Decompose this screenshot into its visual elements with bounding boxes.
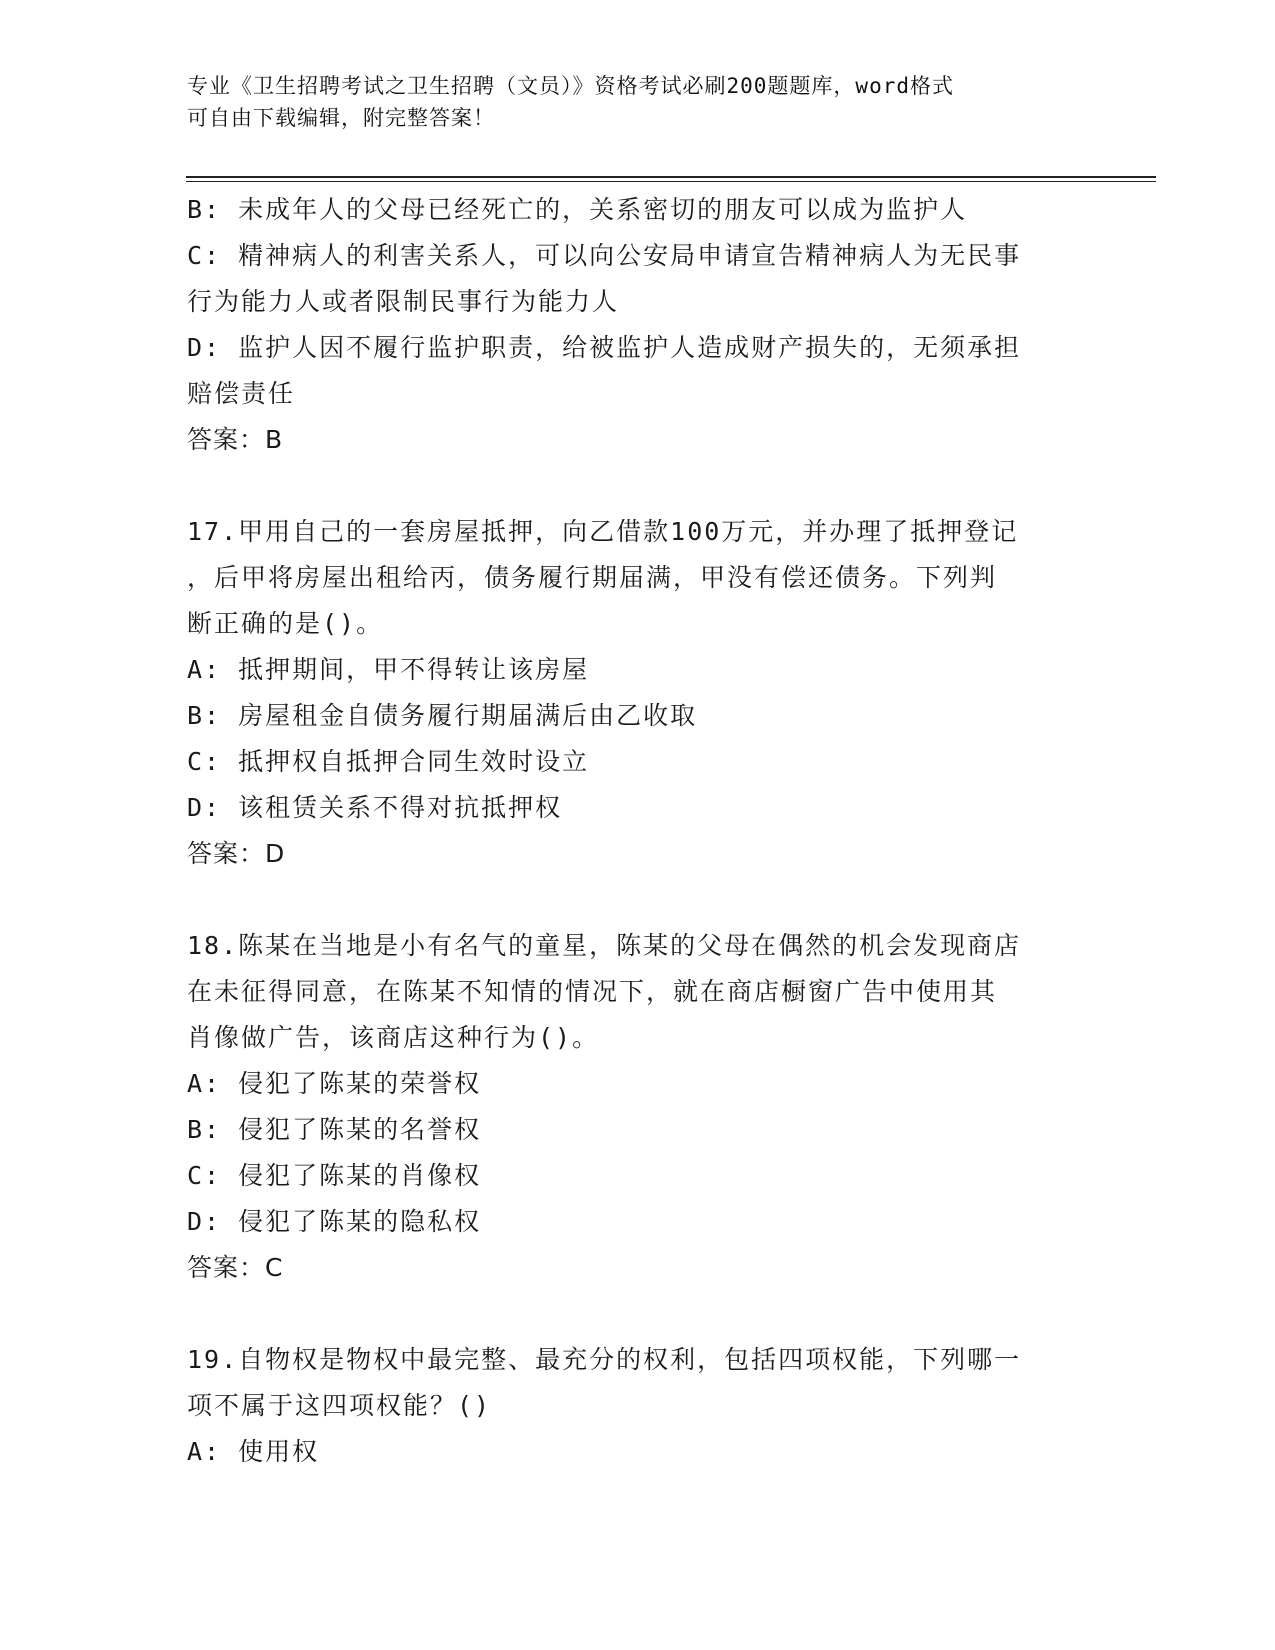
q17-option-a: A: 抵押期间，甲不得转让该房屋 (187, 655, 590, 684)
header-line-2: 可自由下载编辑，附完整答案！ (187, 106, 495, 130)
header-divider (186, 176, 1156, 182)
q16-option-c-line-2: 行为能力人或者限制民事行为能力人 (187, 287, 620, 316)
q16-option-c-line-1: C: 精神病人的利害关系人，可以向公安局申请宣告精神病人为无民事 (187, 241, 1022, 270)
question-16 (187, 187, 1087, 463)
q17-stem-line-2: ，后甲将房屋出租给丙，债务履行期届满，甲没有偿还债务。下列判 (187, 563, 998, 592)
q17-option-d: D: 该租赁关系不得对抗抵押权 (187, 793, 563, 822)
q18-stem-line-1: 18.陈某在当地是小有名气的童星，陈某的父母在偶然的机会发现商店 (187, 931, 1022, 960)
q18-stem-line-2: 在未征得同意，在陈某不知情的情况下，就在商店橱窗广告中使用其 (187, 977, 998, 1006)
q17-stem-line-1: 17.甲用自己的一套房屋抵押，向乙借款100万元，并办理了抵押登记 (187, 517, 1019, 546)
spacer (187, 1291, 1087, 1337)
q16-option-d-line-1: D: 监护人因不履行监护职责，给被监护人造成财产损失的，无须承担 (187, 333, 1022, 362)
header-line-1: 专业《卫生招聘考试之卫生招聘（文员）》资格考试必刷200题题库，word格式 (187, 74, 954, 98)
question-18 (187, 923, 1087, 1291)
q16-option-d-line-2: 赔偿责任 (187, 379, 296, 408)
q16-option-b: B: 未成年人的父母已经死亡的，关系密切的朋友可以成为监护人 (187, 195, 968, 224)
document-header (187, 70, 1087, 134)
spacer (187, 463, 1087, 509)
q16-answer: 答案：B (187, 425, 284, 454)
document-body (187, 187, 1087, 1475)
q18-option-c: C: 侵犯了陈某的肖像权 (187, 1161, 482, 1190)
q19-option-a: A: 使用权 (187, 1437, 320, 1466)
q18-stem-line-3: 肖像做广告，该商店这种行为()。 (187, 1023, 600, 1052)
question-17 (187, 509, 1087, 877)
q17-option-b: B: 房屋租金自债务履行期届满后由乙收取 (187, 701, 698, 730)
question-19 (187, 1337, 1087, 1475)
q18-option-b: B: 侵犯了陈某的名誉权 (187, 1115, 482, 1144)
q17-answer: 答案：D (187, 839, 286, 868)
q19-stem-line-2: 项不属于这四项权能？() (187, 1391, 492, 1420)
q18-answer: 答案：C (187, 1253, 284, 1282)
q17-stem-line-3: 断正确的是()。 (187, 609, 384, 638)
q19-stem-line-1: 19.自物权是物权中最完整、最充分的权利，包括四项权能，下列哪一 (187, 1345, 1022, 1374)
q18-option-d: D: 侵犯了陈某的隐私权 (187, 1207, 482, 1236)
q17-option-c: C: 抵押权自抵押合同生效时设立 (187, 747, 590, 776)
q18-option-a: A: 侵犯了陈某的荣誉权 (187, 1069, 482, 1098)
spacer (187, 877, 1087, 923)
